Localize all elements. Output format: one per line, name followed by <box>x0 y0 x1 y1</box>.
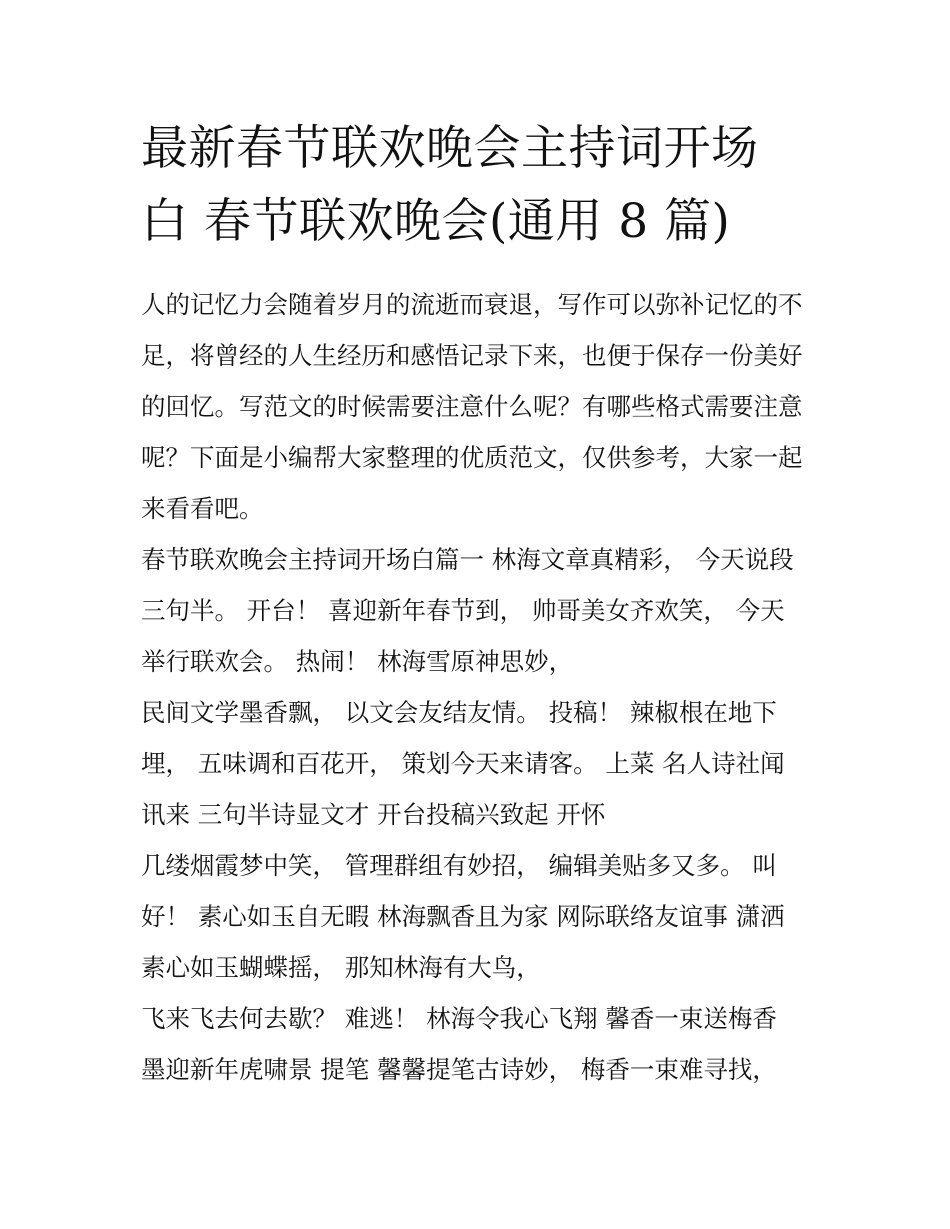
document-page <box>141 112 821 1095</box>
body-line: 讯来 三句半诗显文才 开台投稿兴致起 开怀 <box>141 800 606 829</box>
body-line: 埋， 五味调和百花开， 策划今天来请客。 上菜 名人诗社闻 <box>141 749 785 778</box>
body-line: 人的记忆力会随着岁月的流逝而衰退，写作可以弥补记忆的不 <box>141 290 803 319</box>
document-body <box>141 279 821 1095</box>
body-line: 几缕烟霞梦中笑， 管理群组有妙招， 编辑美贴多又多。 叫 <box>141 851 777 880</box>
body-line: 墨迎新年虎啸景 提笔 馨馨提笔古诗妙， 梅香一束难寻找， <box>141 1055 777 1084</box>
body-line: 民间文学墨香飘， 以文会友结友情。 投稿！ 辣椒根在地下 <box>141 698 777 727</box>
body-line: 好！ 素心如玉自无暇 林海飘香且为家 网际联络友谊事 潇洒 <box>141 902 785 931</box>
body-line: 飞来飞去何去歇？ 难逃！ 林海令我心飞翔 馨香一束送梅香 <box>141 1004 777 1033</box>
title-line-1: 最新春节联欢晚会主持词开场 <box>141 121 759 176</box>
document-title <box>141 112 821 258</box>
body-line: 春节联欢晚会主持词开场白篇一 林海文章真精彩， 今天说段 <box>141 545 794 574</box>
body-line: 举行联欢会。 热闹！ 林海雪原神思妙， <box>141 647 574 676</box>
body-line: 素心如玉蝴蝶摇， 那知林海有大鸟， <box>141 953 541 982</box>
body-line: 的回忆。写范文的时候需要注意什么呢？有哪些格式需要注意 <box>141 392 803 421</box>
body-line: 三句半。 开台！ 喜迎新年春节到， 帅哥美女齐欢笑， 今天 <box>141 596 785 625</box>
body-line: 来看看吧。 <box>141 494 264 523</box>
title-line-2: 白 春节联欢晚会(通用 8 篇) <box>141 194 731 249</box>
body-line: 呢？下面是小编帮大家整理的优质范文，仅供参考，大家一起 <box>141 443 803 472</box>
body-line: 足，将曾经的人生经历和感悟记录下来，也便于保存一份美好 <box>141 341 803 370</box>
